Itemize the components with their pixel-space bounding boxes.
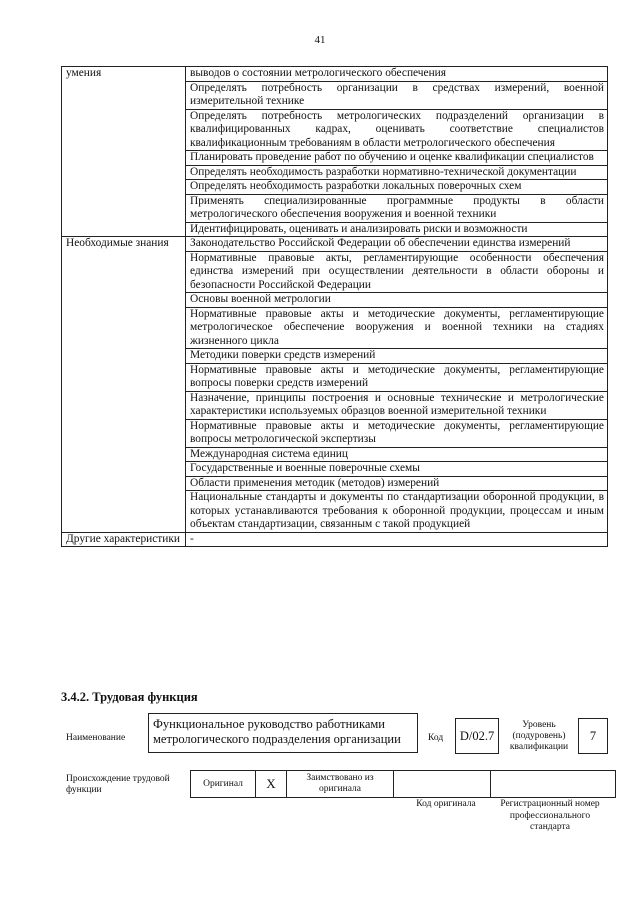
table-row — [62, 67, 608, 82]
original-code-cell — [393, 770, 491, 798]
table-description-cell: Нормативные правовые акты и методические документы, регламентирующие вопросы метрологической экспертизы — [186, 419, 608, 447]
page-number: 41 — [314, 34, 326, 46]
table-description-cell: Нормативные правовые акты и методические документы, регламентирующие метрологическое обеспечение вооружения и военной техники на стадиях жизненного цикла — [186, 307, 608, 349]
code-label: Код — [428, 733, 444, 743]
registration-number-caption: Регистрационный номер профессионального стандарта — [500, 799, 600, 832]
skills-table — [61, 66, 608, 547]
table-description-cell: Идентифицировать, оценивать и анализировать риски и возможности — [186, 222, 608, 237]
table-description-cell: Определять необходимость разработки локальных поверочных схем — [186, 180, 608, 195]
table-description-cell: Нормативные правовые акты и методические документы, регламентирующие вопросы поверки средств измерений — [186, 363, 608, 391]
table-category-cell: Необходимые знания — [62, 237, 186, 533]
function-name-box: Функциональное руководство работниками метрологического подразделения организации — [148, 713, 418, 753]
name-label: Наименование — [66, 733, 126, 743]
borrowed-label-cell: Заимствовано из оригинала — [286, 770, 394, 798]
original-label-cell: Оригинал — [190, 770, 256, 798]
section-heading: 3.4.2. Трудовая функция — [61, 690, 198, 704]
table-description-cell: Планировать проведение работ по обучению и оценке квалификации специалистов — [186, 151, 608, 166]
origin-label: Происхождение трудовой функции — [66, 774, 170, 795]
table-row — [62, 237, 608, 252]
table-description-cell: Определять потребность метрологических подразделений организации в квалифицированных кадрах, оценивать соответствие специалистов квалификационным требованиям в области метрологического обеспечения — [186, 109, 608, 151]
origin-row — [190, 770, 616, 798]
table-description-cell: Национальные стандарты и документы по стандартизации оборонной продукции, в которых устанавливаются требования к оборонной продукции, процессам и иным объектам стандартизации, связанным с такой продукцией — [186, 491, 608, 533]
table-description-cell: Нормативные правовые акты, регламентирующие особенности обеспечения единства измерений при осуществлении деятельности в области обороны и безопасности Российской Федерации — [186, 251, 608, 293]
table-description-cell: Определять потребность организации в средствах измерений, военной измерительной технике — [186, 81, 608, 109]
table-description-cell: выводов о состоянии метрологического обеспечения — [186, 67, 608, 82]
table-description-cell: Государственные и военные поверочные схемы — [186, 462, 608, 477]
table-description-cell: Определять необходимость разработки нормативно-технической документации — [186, 165, 608, 180]
registration-number-cell — [490, 770, 616, 798]
table-description-cell: - — [186, 532, 608, 547]
table-description-cell: Международная система единиц — [186, 447, 608, 462]
original-mark-cell: X — [255, 770, 287, 798]
table-category-cell: умения — [62, 67, 186, 237]
code-value-box: D/02.7 — [455, 718, 499, 754]
table-row — [62, 532, 608, 547]
level-label: Уровень (подуровень) квалификации — [509, 720, 569, 752]
table-description-cell: Назначение, принципы построения и основные технические и метрологические характеристики используемых образцов военной измерительной техники — [186, 391, 608, 419]
table-description-cell: Методики поверки средств измерений — [186, 349, 608, 364]
table-description-cell: Основы военной метрологии — [186, 293, 608, 308]
original-code-caption: Код оригинала — [416, 799, 476, 809]
table-description-cell: Законодательство Российской Федерации об обеспечении единства измерений — [186, 237, 608, 252]
table-category-cell: Другие характеристики — [62, 532, 186, 547]
table-description-cell: Области применения методик (методов) измерений — [186, 476, 608, 491]
level-value-box: 7 — [578, 718, 608, 754]
table-description-cell: Применять специализированные программные продукты в области метрологического обеспечения вооружения и военной техники — [186, 194, 608, 222]
